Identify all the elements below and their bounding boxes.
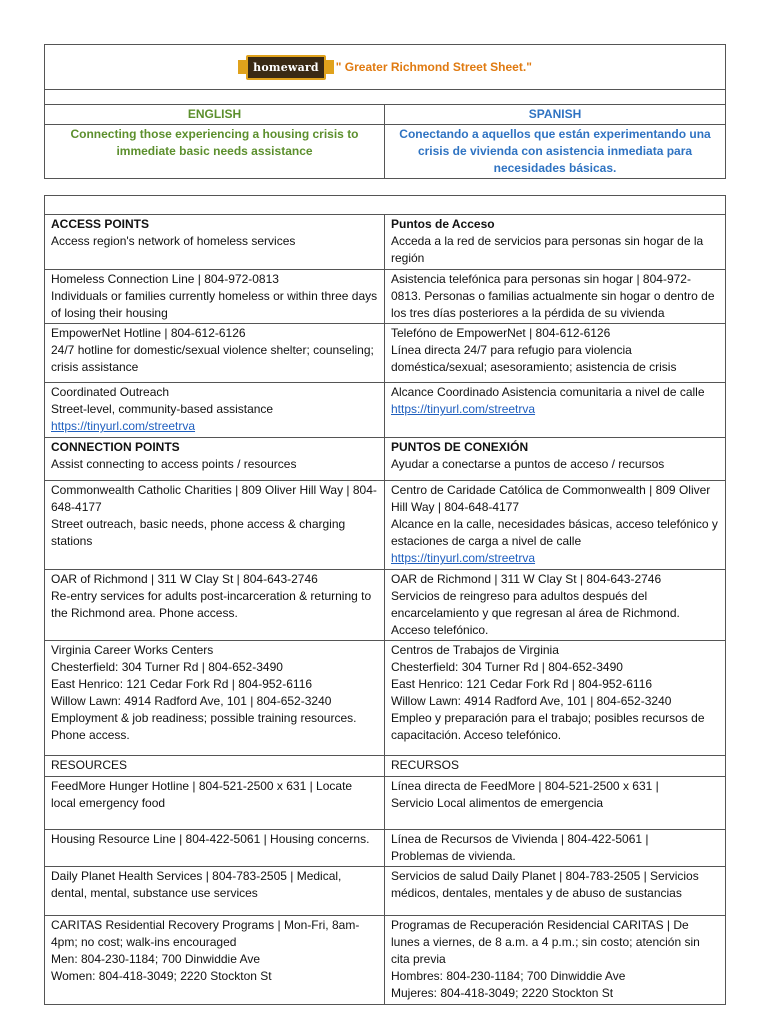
spanish-subtitle: Conectando a aquellos que están experimentando una crisis de vivienda con asistencia inmediata para necesidades básicas. <box>385 125 726 179</box>
cell-line: Re-entry services for adults post-incarceration & returning to the Richmond area. Phone access. <box>51 589 372 620</box>
homeward-logo <box>238 55 334 80</box>
cell-line: Daily Planet Health Services | 804-783-2505 | Medical, dental, mental, substance use services <box>51 869 342 900</box>
cell-line: Servicios de salud Daily Planet | 804-783-2505 | Servicios médicos, dentales, mentales y de abuso de sustancias <box>391 869 699 900</box>
english-cell <box>45 215 385 270</box>
title-cell <box>45 45 726 90</box>
english-cell <box>45 270 385 324</box>
cell-line: Street-level, community-based assistance <box>51 402 274 416</box>
logo-wing-left-icon <box>238 60 246 74</box>
table-row <box>45 830 726 867</box>
spanish-cell <box>385 777 726 830</box>
table-row <box>45 324 726 383</box>
spanish-cell <box>385 916 726 1005</box>
cell-line: Problemas de vivienda. <box>391 849 516 863</box>
english-label: ENGLISH <box>45 105 385 125</box>
cell-line: Chesterfield: 304 Turner Rd | 804-652-3490 <box>51 660 283 674</box>
table-row <box>45 438 726 481</box>
page-title: " Greater Richmond Street Sheet." <box>335 59 532 74</box>
cell-line: FeedMore Hunger Hotline | 804-521-2500 x 631 | Locate local emergency food <box>51 779 353 810</box>
english-cell <box>45 830 385 867</box>
cell-line: Coordinated Outreach <box>51 385 170 399</box>
spanish-cell <box>385 867 726 916</box>
cell-line: Willow Lawn: 4914 Radford Ave, 101 | 804-652-3240 <box>51 694 332 708</box>
spanish-cell <box>385 830 726 867</box>
services-table <box>44 195 726 1005</box>
cell-line: 24/7 hotline for domestic/sexual violence shelter; counseling; crisis assistance <box>51 343 374 374</box>
streetrva-link[interactable]: https://tinyurl.com/streetrva <box>391 551 536 565</box>
header-table <box>44 44 726 179</box>
spanish-cell <box>385 383 726 438</box>
spanish-cell <box>385 270 726 324</box>
street-sheet <box>44 44 725 1005</box>
cell-line: Individuals or families currently homeless or within three days of losing their housing <box>51 289 378 320</box>
cell-line: RECURSOS <box>391 758 460 772</box>
cell-line: OAR de Richmond | 311 W Clay St | 804-643-2746 <box>391 572 662 586</box>
cell-line: Línea de Recursos de Vivienda | 804-422-5061 | <box>391 832 649 846</box>
spanish-cell <box>385 215 726 270</box>
cell-line: Women: 804-418-3049; 2220 Stockton St <box>51 969 272 983</box>
cell-line: East Henrico: 121 Cedar Fork Rd | 804-952-6116 <box>391 677 653 691</box>
cell-line: CARITAS Residential Recovery Programs | Mon-Fri, 8am-4pm; no cost; walk-ins encouraged <box>51 918 360 949</box>
table-row <box>45 481 726 570</box>
cell-line: OAR of Richmond | 311 W Clay St | 804-643-2746 <box>51 572 318 586</box>
spanish-label: SPANISH <box>385 105 726 125</box>
cell-line: Centros de Trabajos de Virginia <box>391 643 559 657</box>
spanish-cell <box>385 570 726 641</box>
logo-text: homeward <box>246 55 326 80</box>
table-row <box>45 777 726 830</box>
cell-line: Asistencia telefónica para personas sin hogar | 804-972-0813. Personas o familias actualmente sin hogar o dentro de los tres días posteriores a la pérdida de su vivienda <box>391 272 715 320</box>
cell-line: Alcance Coordinado Asistencia comunitaria a nivel de calle <box>391 385 705 399</box>
english-cell <box>45 570 385 641</box>
spanish-cell <box>385 481 726 570</box>
cell-line: Chesterfield: 304 Turner Rd | 804-652-3490 <box>391 660 623 674</box>
table-row <box>45 570 726 641</box>
english-cell <box>45 438 385 481</box>
table-row <box>45 916 726 1005</box>
spacer-row <box>45 90 726 105</box>
english-cell <box>45 756 385 777</box>
cell-line: Housing Resource Line | 804-422-5061 | Housing concerns. <box>51 832 370 846</box>
english-cell <box>45 916 385 1005</box>
cell-line: Commonwealth Catholic Charities | 809 Oliver Hill Way | 804-648-4177 <box>51 483 377 514</box>
cell-line: Alcance en la calle, necesidades básicas, acceso telefónico y estaciones de carga a nivel de calle <box>391 517 718 548</box>
table-row <box>45 756 726 777</box>
english-subtitle: Connecting those experiencing a housing crisis to immediate basic needs assistance <box>45 125 385 179</box>
cell-line: RESOURCES <box>51 758 128 772</box>
cell-line: Empleo y preparación para el trabajo; posibles recursos de capacitación. Acceso telefónico. <box>391 711 705 742</box>
english-cell <box>45 383 385 438</box>
english-cell <box>45 777 385 830</box>
cell-line: CONNECTION POINTS <box>51 440 180 454</box>
cell-line: Acceda a la red de servicios para personas sin hogar de la región <box>391 234 704 265</box>
cell-line: Mujeres: 804-418-3049; 2220 Stockton St <box>391 986 614 1000</box>
cell-line: Men: 804-230-1184; 700 Dinwiddie Ave <box>51 952 261 966</box>
spanish-cell <box>385 641 726 756</box>
cell-line: Access region's network of homeless services <box>51 234 296 248</box>
english-cell <box>45 641 385 756</box>
cell-line: Telefóno de EmpowerNet | 804-612-6126 <box>391 326 611 340</box>
cell-line: Centro de Caridade Católica de Commonwealth | 809 Oliver Hill Way | 804-648-4177 <box>391 483 711 514</box>
english-cell <box>45 481 385 570</box>
cell-line: East Henrico: 121 Cedar Fork Rd | 804-952-6116 <box>51 677 313 691</box>
table-row <box>45 641 726 756</box>
streetrva-link[interactable]: https://tinyurl.com/streetrva <box>51 419 196 433</box>
english-cell <box>45 867 385 916</box>
cell-line: Puntos de Acceso <box>391 217 495 231</box>
cell-line: Hombres: 804-230-1184; 700 Dinwiddie Ave <box>391 969 626 983</box>
cell-line: Línea directa 24/7 para refugio para violencia doméstica/sexual; asesoramiento; asistencia de crisis <box>391 343 677 374</box>
cell-line: Servicio Local alimentos de emergencia <box>391 796 604 810</box>
table-row <box>45 215 726 270</box>
cell-line: EmpowerNet Hotline | 804-612-6126 <box>51 326 246 340</box>
spanish-cell <box>385 438 726 481</box>
cell-line: Servicios de reingreso para adultos después del encarcelamiento y que regresan al área de Richmond. Acceso telefónico. <box>391 589 680 637</box>
table-row <box>45 270 726 324</box>
table-row <box>45 867 726 916</box>
cell-line: Virginia Career Works Centers <box>51 643 214 657</box>
cell-line: Programas de Recuperación Residencial CARITAS | De lunes a viernes, de 8 a.m. a 4 p.m.; sin costo; atención sin cita previa <box>391 918 700 966</box>
streetrva-link[interactable]: https://tinyurl.com/streetrva <box>391 402 536 416</box>
spanish-cell <box>385 324 726 383</box>
table-row <box>45 383 726 438</box>
cell-line: Street outreach, basic needs, phone access & charging stations <box>51 517 346 548</box>
cell-line: ACCESS POINTS <box>51 217 150 231</box>
cell-line: PUNTOS DE CONEXIÓN <box>391 440 529 454</box>
cell-line: Assist connecting to access points / resources <box>51 457 297 471</box>
spanish-cell <box>385 756 726 777</box>
english-cell <box>45 324 385 383</box>
cell-line: Ayudar a conectarse a puntos de acceso / recursos <box>391 457 665 471</box>
cell-line: Homeless Connection Line | 804-972-0813 <box>51 272 279 286</box>
cell-line: Willow Lawn: 4914 Radford Ave, 101 | 804-652-3240 <box>391 694 672 708</box>
logo-wing-right-icon <box>326 60 334 74</box>
cell-line: Línea directa de FeedMore | 804-521-2500 x 631 | <box>391 779 659 793</box>
spacer-row <box>45 196 726 215</box>
cell-line: Employment & job readiness; possible training resources. Phone access. <box>51 711 357 742</box>
